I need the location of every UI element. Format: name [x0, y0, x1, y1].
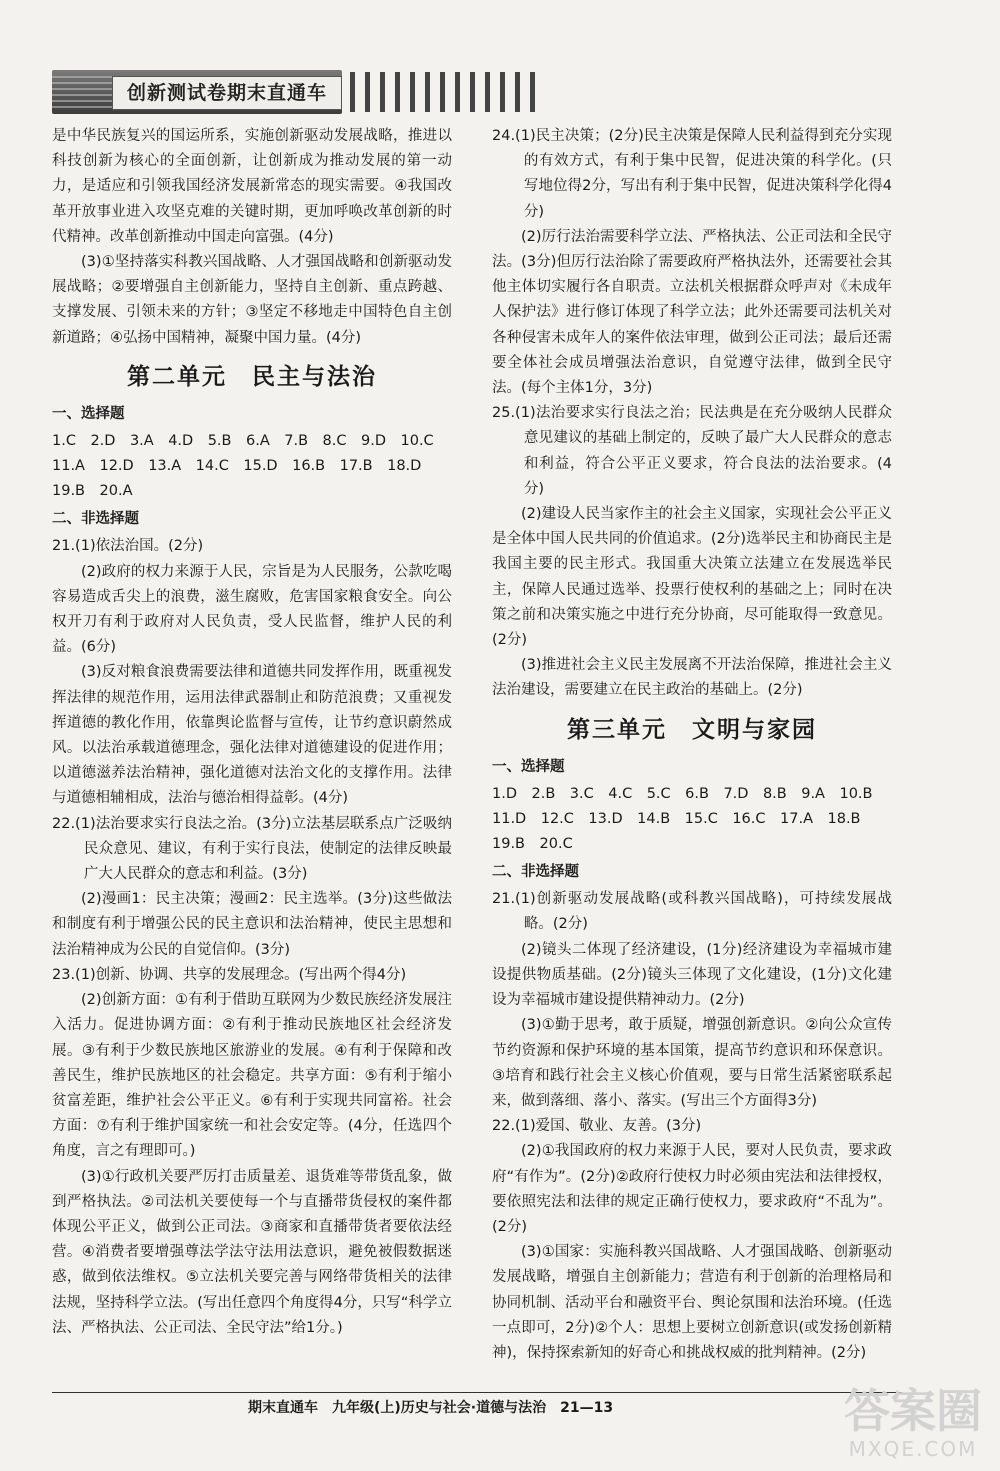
left-intro-2: (3)①坚持落实科教兴国战略、人才强国战略和创新驱动发展战略；②要增强自主创新能力，坚持自主创新、重点跨越、支撑发展、引领未来的方针；③坚定不移地走中国特色自主创新道路；④弘扬中国精神，凝聚中国力量。(4分): [52, 254, 452, 346]
header-banner: [52, 70, 492, 114]
answer-row: 11.D 12.C 13.D 14.B 15.C 16.C 17.A 18.B: [492, 810, 861, 827]
banner-stripes: [52, 76, 112, 108]
unit-title: 第二单元 民主与法治: [127, 362, 377, 390]
section-heading: 一、选择题: [52, 405, 125, 422]
left-column: [52, 124, 452, 1341]
answer-row: 11.A 12.D 13.A 14.C 15.D 16.B 17.B 18.D: [52, 458, 422, 475]
header-title: 创新测试卷期末直通车: [112, 76, 342, 110]
answer-paragraph: (2)①我国政府的权力来源于人民，要对人民负责，要求政府“有作为”。(2分)②政府行使权力时必须由宪法和法律授权，要依照宪法和法律的规定正确行使权力，要求政府“不乱为”。(2分): [492, 1143, 892, 1235]
left-intro-1: 是中华民族复兴的国运所系，实施创新驱动发展战略，推进以科技创新为核心的全面创新，让创新成为推动发展的第一动力，是适应和引领我国经济发展新常态的现实需要。④我国改革开放事业进入攻坚克难的关键时期，更加呼唤改革创新的时代精神。改革创新推动中国走向富强。(4分): [52, 128, 452, 245]
answer-row: 1.D 2.B 3.C 4.C 5.C 6.B 7.D 8.B 9.A 10.B: [492, 785, 873, 802]
answer-paragraph: 22.(1)法治要求实行良法之治。(3分)立法基层联系点广泛吸纳民众意见、建议，有利于实行良法，使制定的法律反映最广大人民群众的意志和利益。(3分): [52, 815, 452, 883]
answer-paragraph: (2)漫画1：民主决策；漫画2：民主选举。(3分)这些做法和制度有利于增强公民的民主意识和法治精神，使民主思想和法治精神成为公民的自觉信仰。(3分): [52, 891, 452, 958]
right-column: [492, 124, 892, 1366]
answer-paragraph: 23.(1)创新、协调、共享的发展理念。(写出两个得4分): [52, 966, 407, 983]
answer-row: 1.C 2.D 3.A 4.D 5.B 6.A 7.B 8.C 9.D 10.C: [52, 432, 434, 449]
answer-paragraph: 24.(1)民主决策；(2分)民主决策是保障人民利益得到充分实现的有效方式，有利于集中民智，促进决策的科学化。(只写地位得2分，写出有利于集中民智，促进决策科学化得4分): [492, 128, 892, 220]
answer-paragraph: (3)推进社会主义民主发展离不开法治保障，推进社会主义法治建设，需要建立在民主政治的基础上。(2分): [492, 657, 892, 699]
answer-paragraph: 21.(1)创新驱动发展战略(或科教兴国战略)，可持续发展战略。(2分): [492, 891, 892, 933]
section-heading: 一、选择题: [492, 758, 565, 775]
answer-paragraph: 22.(1)爱国、敬业、友善。(3分): [492, 1118, 702, 1135]
left-answer-list: [52, 534, 452, 1341]
watermark-line1: 答案圈: [844, 1384, 982, 1438]
answer-paragraph: (3)反对粮食浪费需要法律和道德共同发挥作用，既重视发挥法律的规范作用，运用法律武器制止和防范浪费；又重视发挥道德的教化作用，依靠舆论监督与宣传，让节约意识蔚然成风。以法治承载道德理念，强化法律对道德建设的促进作用；以道德滋养法治精神，强化道德对法治文化的支撑作用。法律与道德相辅相成，法治与德治相得益彰。(4分): [52, 664, 452, 807]
section-heading: 二、非选择题: [492, 864, 579, 881]
right-answer-list-top: [492, 124, 892, 704]
answer-paragraph: (2)建设人民当家作主的社会主义国家，实现社会公平正义是全体中国人民共同的价值追求。(2分)选举民主和协商民主是我国主要的民主形式。我国重大决策立法建立在发展选举民主，保障人民通过选举、投票行使权利的基础之上；同时在决策之前和决策实施之中进行充分协商，尽可能取得一致意见。(2分): [492, 506, 892, 649]
answer-row: 19.B 20.C: [492, 836, 573, 853]
banner-barcode: [350, 72, 540, 112]
answer-paragraph: (2)政府的权力来源于人民，宗旨是为人民服务，公款吃喝容易造成舌尖上的浪费，滋生腐败，危害国家粮食安全。向公权开刀有利于政府对人民负责，受人民监督，维护人民的利益。(6分): [52, 563, 452, 656]
answer-paragraph: (2)厉行法治需要科学立法、严格执法、公正司法和全民守法。(3分)但厉行法治除了需要政府严格执法外，还需要社会其他主体切实履行各自职责。立法机关根据群众呼声对《未成年人保护法》进行修订体现了科学立法；此外还需要司法机关对各种侵害未成年人的案件依法审理，做到公正司法；最后还需要全体社会成员增强法治意识，自觉遵守法律，做到全民守法。(每个主体1分，3分): [492, 228, 892, 397]
answer-paragraph: 25.(1)法治要求实行良法之治；民法典是在充分吸纳人民群众意见建议的基础上制定的，反映了最广大人民群众的意志和利益，符合公平正义要求，符合良法的法治要求。(4分): [492, 405, 892, 497]
answer-row: 19.B 20.A: [52, 483, 133, 500]
page-footer: [52, 1392, 902, 1419]
watermark-logo: [844, 1385, 982, 1461]
section-heading: 二、非选择题: [52, 511, 139, 528]
answer-paragraph: (3)①国家：实施科教兴国战略、人才强国战略、创新驱动发展战略，增强自主创新能力；营造有利于创新的治理格局和协同机制、活动平台和融资平台、舆论氛围和法治环境。(任选一点即可，2分)②个人：思想上要树立创新意识(或发扬创新精神)，保持探索新知的好奇心和挑战权威的批判精神。(2分): [492, 1244, 892, 1361]
answer-paragraph: 21.(1)依法治国。(2分): [52, 538, 204, 555]
answer-paragraph: (2)创新方面：①有利于借助互联网为少数民族经济发展注入活力。促进协调方面：②有利于推动民族地区社会经济发展。③有利于少数民族地区旅游业的发展。④有利于保障和改善民生，维护民族地区的社会稳定。共享方面：⑤有利于缩小贫富差距，维护社会公平正义。⑥有利于实现共同富裕。社会方面：⑦有利于维护国家统一和社会安定等。(4分，任选四个角度，言之有理即可。): [52, 992, 452, 1160]
answer-paragraph: (3)①行政机关要严厉打击质量差、退货难等带货乱象，做到严格执法。②司法机关要使每一个与直播带货侵权的案件都体现公平正义，做到公正司法。③商家和直播带货者要依法经营。④消费者要增强尊法学法守法用法意识，避免被假数据迷惑，做到依法维权。⑤立法机关要完善与网络带货相关的法律法规，坚持科学立法。(写出任意四个角度得4分，只写“科学立法、严格执法、公正司法、全民守法”给1分。): [52, 1168, 452, 1336]
unit-title: 第三单元 文明与家园: [567, 715, 817, 743]
watermark-line2: MXQE.COM: [848, 1437, 978, 1461]
answer-paragraph: (3)①勤于思考，敢于质疑，增强创新意识。②向公众宣传节约资源和保护环境的基本国策，提高节约意识和环保意识。③培育和践行社会主义核心价值观，要与日常生活紧密联系起来，做到落细、落小、落实。(写出三个方面得3分): [492, 1017, 892, 1109]
footer-text: 期末直通车 九年级(上)历史与社会·道德与法治 21—13: [248, 1400, 614, 1416]
right-answer-list: [492, 887, 892, 1366]
answer-paragraph: (2)镜头二体现了经济建设，(1分)经济建设为幸福城市建设提供物质基础。(2分)镜头三体现了文化建设，(1分)文化建设为幸福城市建设提供精神动力。(2分): [492, 941, 892, 1009]
